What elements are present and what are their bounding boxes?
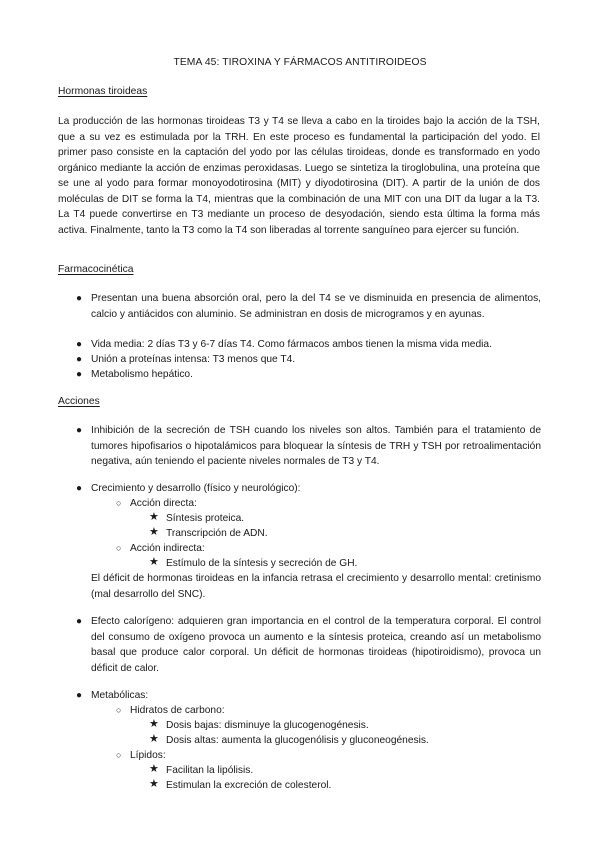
heading-farmacocinetica: Farmacocinética (58, 264, 134, 275)
circle-bullet-icon: ○ (116, 750, 122, 760)
star-bullet-icon: ★ (149, 556, 159, 568)
note-deficit-hormonas: El déficit de hormonas tiroideas en la infancia retrasa el crecimiento y desarrollo mental: cretinismo (mal desarrollo del SNC). (91, 573, 541, 600)
star-bullet-icon: ★ (149, 511, 159, 523)
heading-hormonas-tiroideas: Hormonas tiroideas (58, 86, 148, 97)
subsublist-item-sintesis-proteica: ★ Síntesis proteica. (149, 511, 245, 524)
star-bullet-icon: ★ (149, 778, 159, 790)
bullet-icon: ● (76, 339, 83, 350)
paragraph-hormonas-tiroideas: La producción de las hormonas tiroideas T3 y T4 se lleva a cabo en la tiroides bajo la acción de la TSH, que a su vez es estimulada por la TRH. En este proceso es fundamental la participación del yodo. El primer paso consiste en la captación del yodo por las células tiroideas, donde es transformado en yodo orgánico mediante la acción de enzimas peroxidasas. Luego se sintetiza la tiroglobulina, una proteína que se une al yodo para formar monoyodotirosina (MIT) y diyodotirosina (DIT). A partir de la unión de dos moléculas de DIT se forma la T4, mientras que la combinación de una MIT con una DIT da lugar a la T3. La T4 puede convertirse en T3 mediante un proceso de desyodación, siendo esta última la forma más activa. Finalmente, tanto la T3 como la T4 son liberadas al torrente sanguíneo para ejercer su función. (58, 116, 540, 236)
list-item-metabolicas (76, 688, 541, 704)
document-title: TEMA 45: TIROXINA Y FÁRMACOS ANTITIROIDEOS (173, 57, 427, 68)
list-item-text: Presentan una buena absorción oral, pero la del T4 se ve disminuida en presencia de alimentos, calcio y antiácidos con aluminio. Se administran en dosis de microgramos y en ayunas. (91, 293, 541, 320)
star-bullet-icon: ★ (149, 763, 159, 775)
list-item-vida-media (76, 337, 541, 353)
bullet-icon: ● (76, 354, 83, 365)
circle-bullet-icon: ○ (116, 705, 122, 715)
bullet-icon: ● (76, 369, 83, 380)
sublist-item-hidratos: ○ Hidratos de carbono: (130, 703, 225, 719)
list-item-metabolismo (76, 367, 541, 383)
subsublist-item-colesterol: ★ Estimulan la excreción de colesterol. (149, 778, 332, 791)
bullet-icon: ● (76, 616, 83, 627)
list-item-text: Crecimiento y desarrollo (físico y neurológico): (91, 483, 301, 494)
subsublist-item-transcripcion-adn: ★ Transcripción de ADN. (149, 526, 268, 539)
list-item-text: Metabólicas: (91, 690, 149, 701)
list-item-crecimiento (76, 481, 541, 497)
sublist-item-lipidos: ○ Lípidos: (130, 748, 166, 764)
subsublist-item-estimulo-gh: ★ Estímulo de la síntesis y secreción de GH. (149, 556, 358, 569)
list-item-text: Unión a proteínas intensa: T3 menos que T4. (91, 354, 296, 365)
bullet-icon: ● (76, 293, 83, 304)
subsublist-item-dosis-altas: ★ Dosis altas: aumenta la glucogenólisis y gluconeogénesis. (149, 733, 429, 746)
list-item-text: Inhibición de la secreción de TSH cuando los niveles son altos. También para el tratamiento de tumores hipofisarios o hipotalámicos para bloquear la síntesis de TRH y TSH por retroalimentación negativa, aún teniendo el paciente niveles normales de T3 y T4. (91, 425, 541, 467)
bullet-icon: ● (76, 483, 83, 494)
heading-acciones: Acciones (58, 396, 100, 407)
sublist-item-accion-directa: ○ Acción directa: (130, 496, 197, 512)
list-item-text: Efecto calorígeno: adquieren gran importancia en el control de la temperatura corporal. El control del consumo de oxígeno provoca un aumento e la síntesis proteica, creando así un metabolismo basal que produce calor corporal. Un déficit de hormonas tiroideas (hipotiroidismo), provoca un déficit de calor. (91, 616, 541, 674)
subsublist-item-dosis-bajas: ★ Dosis bajas: disminuye la glucogenogénesis. (149, 718, 369, 731)
circle-bullet-icon: ○ (116, 498, 122, 508)
list-item-text: Vida media: 2 días T3 y 6-7 días T4. Como fármacos ambos tienen la misma vida media. (91, 339, 492, 350)
bullet-icon: ● (76, 690, 83, 701)
list-item-inhibicion-tsh (76, 423, 541, 470)
list-item-union-proteinas (76, 352, 541, 368)
subsublist-item-lipolisis: ★ Facilitan la lipólisis. (149, 763, 254, 776)
sublist-item-accion-indirecta: ○ Acción indirecta: (130, 541, 205, 557)
star-bullet-icon: ★ (149, 718, 159, 730)
bullet-icon: ● (76, 425, 83, 436)
star-bullet-icon: ★ (149, 526, 159, 538)
list-item-efecto-calorigeno (76, 614, 541, 676)
list-item-absorcion (76, 291, 541, 322)
list-item-text: Metabolismo hepático. (91, 369, 193, 380)
circle-bullet-icon: ○ (116, 543, 122, 553)
star-bullet-icon: ★ (149, 733, 159, 745)
